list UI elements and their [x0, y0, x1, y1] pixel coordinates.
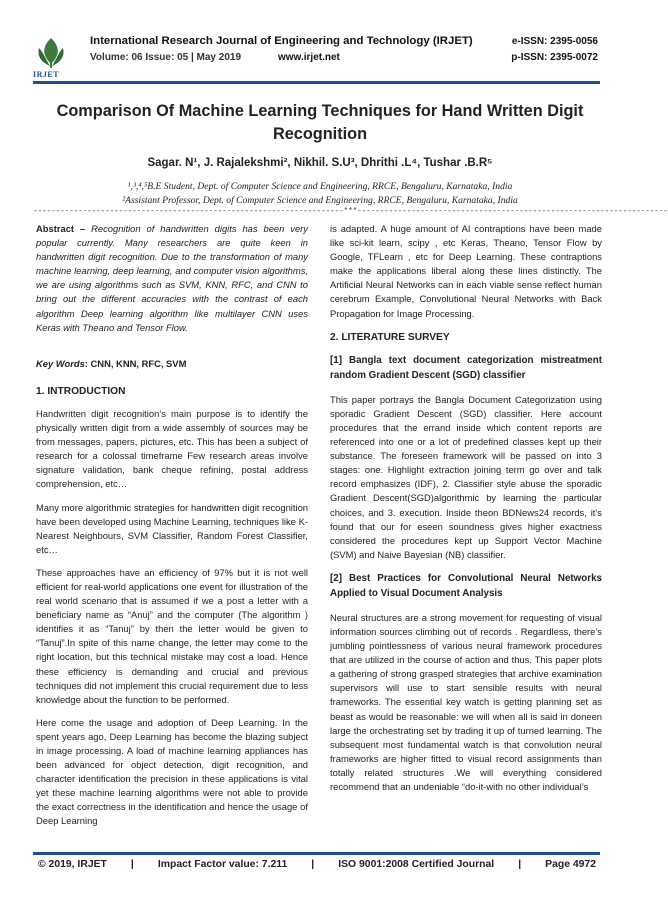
paper-title: Comparison Of Machine Learning Techniques for Hand Written Digit Recognition [56, 102, 584, 143]
volume-info: Volume: 06 Issue: 05 | May 2019 [90, 52, 242, 63]
author-list: Sagar. N¹, J. Rajalekshmi², Nikhil. S.U³, Dhrithi .L⁴, Tushar .B.R⁵ [147, 157, 493, 169]
journal-website: www.irjet.net [278, 52, 340, 63]
survey-item-2-paragraph: Neural structures are a strong movement for requesting of visual information sources climbing out of records . Regardless, there’s jumbling pointlessness of various neural framework procedures that are utilized in the course of action and thus. This paper plots a gathering of strong grasped strategies that archive examination supervisors will use to start sensible results with neural frameworks. The essential key watch is getting planning set as beast as would be reasonable: we will when all is said in doneen large the orchestrating set by trading it up of turned learning. The subsequent most fundamental watch is that convolution neural frameworks are higher fitted to visual record assignments than totally related structures .We will everything considered recommend that an undeniable “do-it-with no other individual’s [330, 611, 602, 792]
footer-separator: | [130, 859, 134, 870]
intro-paragraph-continued: is adapted. A huge amount of AI contraptions have been made like sci-kit learn, scipy , etc Keras, Theano, Tensor Flow by Google, TFLearn , etc for Deep Learning. These contraptions make the applications liberal along these lines distinctly. The Artificial Neural Networks can in each viable sense reflect human cerebrum Example, Convolutional Neural Networks with Back Propagation for Image Processing. [330, 223, 602, 319]
affiliation-professor: ²Assistant Professor, Dept. of Computer Science and Engineering, RRCE, Bengaluru, Karnataka, India [122, 195, 518, 206]
header-rule [33, 81, 600, 84]
page-footer [38, 859, 596, 870]
right-column [330, 222, 602, 803]
footer-iso: ISO 9001:2008 Certified Journal [338, 859, 495, 870]
pissn: p-ISSN: 2395-0072 [511, 52, 598, 63]
footer-separator: | [311, 859, 315, 870]
survey-item-1-heading: [1] Bangla text document categorization mistreatment random Gradient Descent (SGD) classifier [330, 354, 602, 381]
abstract [36, 222, 308, 335]
intro-paragraph-3: These approaches have an efficiency of 97% but it is not well efficient for real-world applications one event for illustration of the real world scenario that is assumed if we a post a letter with a beneficiary name as “Anuj” and the computer (The algorithm ) identifies it as “Tanuj” by then the letter would be given to “Tanuj”.In spite of this name change, the letter may come to the right location, but this technical mistake may cost a load. Hence these efficiency is demanding and crucial and previous techniques did not implement this crucial requirement due to less knowledge about the function to be performed. [36, 566, 308, 705]
section-heading-literature-survey: 2. LITERATURE SURVEY [330, 331, 450, 343]
footer-separator: | [518, 859, 522, 870]
intro-paragraph-1: Handwritten digit recognition’s main purpose is to identify the physically written digit from a wide assembly of sources may be from messages, papers, pictures, etc. This has been a subject of research for a colossal timeframe Few research areas involve signature validation, bank cheque refining, postal address comprehension, etc… [36, 407, 308, 490]
section-divider: ---------------------------------------------------------------------***--------------------------------------------------------------------- [33, 207, 668, 216]
survey-item-1-paragraph: This paper portrays the Bangla Document Categorization using sporadic Gradient Descent (SGD) classifier. Here account procedures that the errand inside which content reports are referenced into one or a lot of predefined classes kept up their substance. The foreseen framework will be passed on into 3 stages: one. Highlight extraction joining term go over and talk record emphasizes (IDF), 2. Classifier style abuse the sporadic Gradient Descent(SGD)algorithmic by learning the particular choices, and 3. execution. Inside theon BDNews24 records, it’s found that our for eseen soundness gives higher exactness considered the procedures kept up Support Vector Machine (SVM) and Naive Bayesian (NB) classifier. [330, 393, 602, 560]
footer-page-number: Page 4972 [545, 859, 596, 870]
abstract-text: Recognition of handwritten digits has been very popular currently. Many researchers are quite keen in handwritten digit recognition. Due to the transformation of many machine learning, deep learning, and computer vision algorithms, we are using algorithms such as SVM, KNN, RFC, and CNN to bring out the different accuracies with the contrast of each algorithm Deep learning algorithm like multilayer CNN uses Keras with Theano and Tensor Flow. [36, 223, 308, 333]
intro-paragraph-4: Here come the usage and adoption of Deep Learning. In the spent years ago, Deep Learning has become the blazing subject in image processing. A load of machine learning appliances has been advanced for object detection, digit recognition, and character identification the precision in these applications is vital yet these machine learning algorithms were not able to provide the exact correctness in the identification and hence the usage of Deep Learning [36, 716, 308, 827]
journal-title: International Research Journal of Engineering and Technology (IRJET) [90, 35, 473, 47]
affiliation-students: ¹,³,⁴,⁵B.E Student, Dept. of Computer Science and Engineering, RRCE, Bengaluru, Karnataka, India [127, 181, 513, 192]
footer-rule [33, 852, 600, 855]
abstract-label: Abstract – [36, 223, 86, 234]
intro-paragraph-2: Many more algorithmic strategies for handwritten digit recognition have been developed using Machine Learning, techniques like K-Nearest Neighbours, SVM Classifier, Random Forest Classifier, etc… [36, 501, 308, 555]
eissn: e-ISSN: 2395-0056 [511, 36, 598, 47]
footer-impact-factor: Impact Factor value: 7.211 [157, 859, 288, 870]
survey-item-2-heading: [2] Best Practices for Convolutional Neural Networks Applied to Visual Document Analysis [330, 572, 602, 599]
keywords-label: Key Words [36, 357, 85, 369]
keywords-text: : CNN, KNN, RFC, SVM [84, 357, 187, 369]
logo-text: IRJET [33, 70, 60, 79]
keywords [36, 357, 308, 371]
section-heading-introduction: 1. INTRODUCTION [36, 385, 126, 397]
left-column [36, 222, 308, 838]
footer-copyright: © 2019, IRJET [38, 859, 107, 870]
